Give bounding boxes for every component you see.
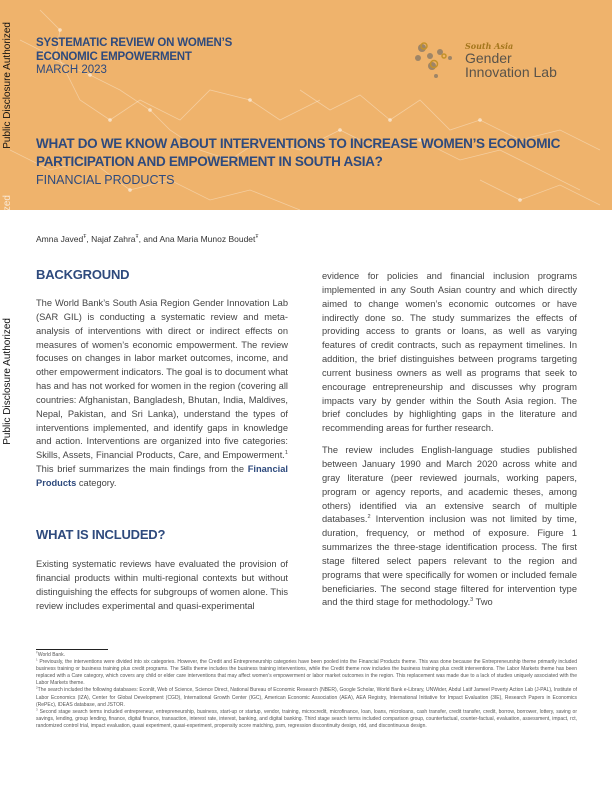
paragraph: evidence for policies and financial inclusion programs implemented in any South Asian country and which directly aimed to change women’s economic outcomes or have indirectly done so. The study summarizes the effects of providing access to grants or loans, as well as varying features of credit contracts, such as repayment timelines. In addition, the brief distinguishes between programs targeting current business owners as well as programs that seek to encourage entrepreneurship and discusses why program impacts vary by gender within the South Asia region. The brief concludes by highlighting gaps in the literature and recommending areas for further research.	[322, 271, 577, 434]
paragraph-text: category.	[76, 477, 117, 488]
paragraph-text: This brief summarizes the main findings from the	[36, 464, 248, 475]
author-list	[36, 234, 259, 244]
paragraph-text: Intervention inclusion was not limited by time, duration, frequency, or method of exposure. Figure 1 summarizes the three-stage identification process. The first stage filtered select papers relevant to the region and programs that were specifically for women or included female beneficiaries. The second stage filtered for intervention type and the third stage for methodology.	[322, 514, 577, 608]
author: Ana Maria Munoz Boudet	[159, 234, 256, 244]
affiliation-mark: Ŧ	[255, 234, 259, 241]
separator: , and	[138, 234, 160, 244]
affiliation-mark: Ŧ	[83, 234, 87, 241]
series-title	[36, 36, 232, 64]
footnote-text: World Bank.	[37, 652, 65, 658]
paragraph	[36, 297, 288, 491]
title-line1: WHAT DO WE KNOW ABOUT INTERVENTIONS TO INCREASE WOMEN’S ECONOMIC	[36, 136, 561, 151]
disclosure-watermark: Public Disclosure Authorized	[2, 22, 13, 149]
footnote	[36, 659, 577, 687]
footnote	[36, 709, 577, 730]
document-subtitle: FINANCIAL PRODUCTS	[36, 173, 175, 187]
paragraph-text: The World Bank’s South Asia Region Gender Innovation Lab (SAR GIL) is conducting a systematic review and meta-analysis of interventions with direct or indirect effects on measures of women’s economic empowerment. The review focuses on changes in labor market outcomes, income, and other empowerment indicators. The goal is to document what has and has not worked for women in the region (covering all countries: Afghanistan, Bangladesh, Bhutan, India, Maldives, Nepal, Pakistan, and Sri Lanka), understand the types of interventions implemented, and identify gaps in knowledge and action. Interventions are organized into five categories: Skills, Assets, Financial Products, Care, and Empowerment.	[36, 298, 288, 461]
heading-what-is-included: WHAT IS INCLUDED?	[36, 527, 166, 542]
disclosure-watermark: Public Disclosure Authorized	[2, 318, 13, 445]
map-gears-icon	[410, 38, 460, 83]
document-title	[36, 135, 596, 171]
author: Najaf Zahra	[91, 234, 136, 244]
paragraph-text: The review includes English-language studies published between January 1990 and March 2020 across white and gray literature (peer reviewed journals, working papers, program or agency reports, and academic theses, among others) identified via an extensive search of multiple databases.	[322, 445, 577, 525]
left-column	[36, 297, 288, 499]
cover-header	[0, 0, 612, 210]
footnote-mark: 2	[36, 685, 38, 690]
gender-innovation-lab-logo	[410, 38, 560, 83]
footnote-ref[interactable]: 3	[470, 597, 474, 604]
publication-date: MARCH 2023	[36, 64, 107, 76]
series-title-line2: ECONOMIC EMPOWERMENT	[36, 51, 192, 63]
separator: ,	[86, 234, 92, 244]
logo-text	[465, 51, 557, 79]
logo-line1: Gender	[465, 50, 512, 66]
right-column	[322, 270, 577, 618]
footnote	[36, 687, 577, 708]
title-line2: PARTICIPATION AND EMPOWERMENT IN SOUTH ASIA?	[36, 154, 383, 169]
financial-products-emphasis: Financial Products	[36, 464, 288, 488]
paragraph	[322, 444, 577, 610]
affiliation-mark: Ŧ	[135, 234, 139, 241]
logo-line2: Innovation Lab	[465, 64, 557, 80]
footnote-mark: Ŧ	[36, 650, 38, 655]
footnote-mark: 1	[36, 657, 38, 662]
footnote-mark: 3	[36, 707, 38, 712]
left-column-lower	[36, 558, 288, 621]
footnote-text: The search included the following databases: Econlit, Web of Science, Science Direct, National Bureau of Economic Research (NBER), Google Scholar, World Bank e-Library, UNWider, Abdul Latif Jameel Poverty Action Lab (J-PAL), Institute of Labor Economics (IZA), Center for Global Development (CGD), International Growth Center (IGC), American Economic Association (AEA), AEA Registry, International Initiative for Impact Evaluation (3IE), Research Papers in Economics (RePEc), IDEAS database, and JSTOR.	[36, 687, 577, 708]
footnote-text: Second stage search terms included entrepreneur, entrepreneurship, business, start-up or startup, vendor, training, microcredit, microfinance, loan, loans, microloans, cash transfer, credit transfer, credit, borrow, borrower, lottery, saving or savings, lending, group lending, finance, digital finance, transaction, interest rate, interest, banking, and digital banking. Third stage search terms included comparison group, counterfactual, counter-factual, evaluation, assessment, impact, rct, randomized control trial, impact evaluation, quasi experiment, quasi-experiment, propensity score matching, psm, regression discontinuity design, rdd, and discontinuous design.	[36, 708, 578, 729]
footnote-ref[interactable]: 2	[367, 514, 371, 521]
author: Amna Javed	[36, 234, 84, 244]
logo-region: South Asia	[465, 41, 514, 51]
paragraph: Existing systematic reviews have evaluated the provision of financial products within multi-regional contexts but without distinguishing the effects for subgroups of women alone. This review includes experimental and quasi-experimental	[36, 559, 288, 611]
footnote-text: Previously, the interventions were divided into six categories. However, the Credit and Entrepreneurship categories have been pooled into the Financial Products theme. This was done because the Entrepreneurship theme primarily included business training or business training plus credit programs. The Skills theme includes the business training interventions, while the Credit theme now includes the business training plus credit interventions. The Labor Markets theme has been replaced with a Care category, which covers any child or elder care interventions that may affect women’s empowerment or labor market outcomes in the region. This replacement was made due to a lack of studies uniquely associated with the Labor Markets theme.	[36, 659, 578, 687]
footnote-ref[interactable]: 1	[284, 450, 288, 457]
paragraph-text: Two	[473, 597, 493, 608]
series-title-line1: SYSTEMATIC REVIEW ON WOMEN’S	[36, 37, 233, 49]
heading-background: BACKGROUND	[36, 267, 130, 282]
disclosure-watermark-partial: ized	[2, 195, 13, 214]
footnotes	[36, 652, 577, 730]
footnote-divider	[36, 649, 108, 650]
